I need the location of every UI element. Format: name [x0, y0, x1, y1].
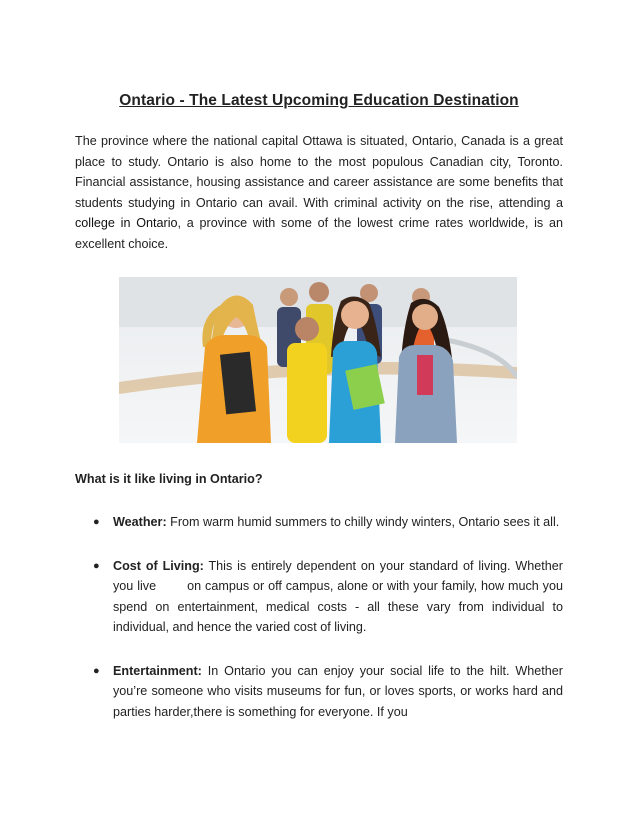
bullet-text: In Ontario you can enjoy your social life to the hilt. Whether you’re someone who visits museums for fun, or loves sports, or works hard and parties harder,there is something for everyone. If you	[113, 663, 563, 719]
bullet-text: From warm humid summers to chilly windy winters, Ontario sees it all.	[166, 515, 560, 529]
page-title: Ontario - The Latest Upcoming Education Destination	[119, 92, 519, 109]
bullet-dot-icon: ●	[93, 664, 100, 677]
section-heading-living: What is it like living in Ontario?	[75, 472, 263, 486]
bullet-label: Weather:	[113, 515, 167, 529]
intro-text-start: The province where the national capital Ottawa is situated, Ontario, Canada is a great place to study. Ontario is also home to the most populous Canadian city, Toronto. Financial assistance, housing assistance and career assistance are some benefits that students studying in Ontario can avail. With criminal activity on the rise, attending a	[75, 134, 563, 210]
bullet-dot-icon: ●	[93, 516, 100, 528]
bullet-label: Entertainment:	[113, 663, 202, 678]
bullet-label: Cost of Living:	[113, 558, 204, 573]
intro-paragraph	[75, 131, 563, 254]
bullet-weather	[75, 512, 563, 533]
students-photo	[119, 277, 517, 443]
intro-text-end: , a province with some of the lowest crime rates worldwide, is an excellent choice.	[75, 216, 563, 251]
bullet-text: This is entirely dependent on your standard of living. Whether you live on campus or off campus, alone or with your family, how much you spend on entertainment, medical costs - all these vary from individual to individual, and hence the varied cost of living.	[113, 558, 567, 634]
college-in-ontario-link[interactable]: college in Ontario	[75, 216, 178, 230]
living-bullet-list	[75, 512, 567, 745]
bullet-entertainment	[75, 661, 563, 723]
bullet-cost-of-living	[75, 556, 567, 638]
bullet-dot-icon: ●	[93, 559, 100, 572]
